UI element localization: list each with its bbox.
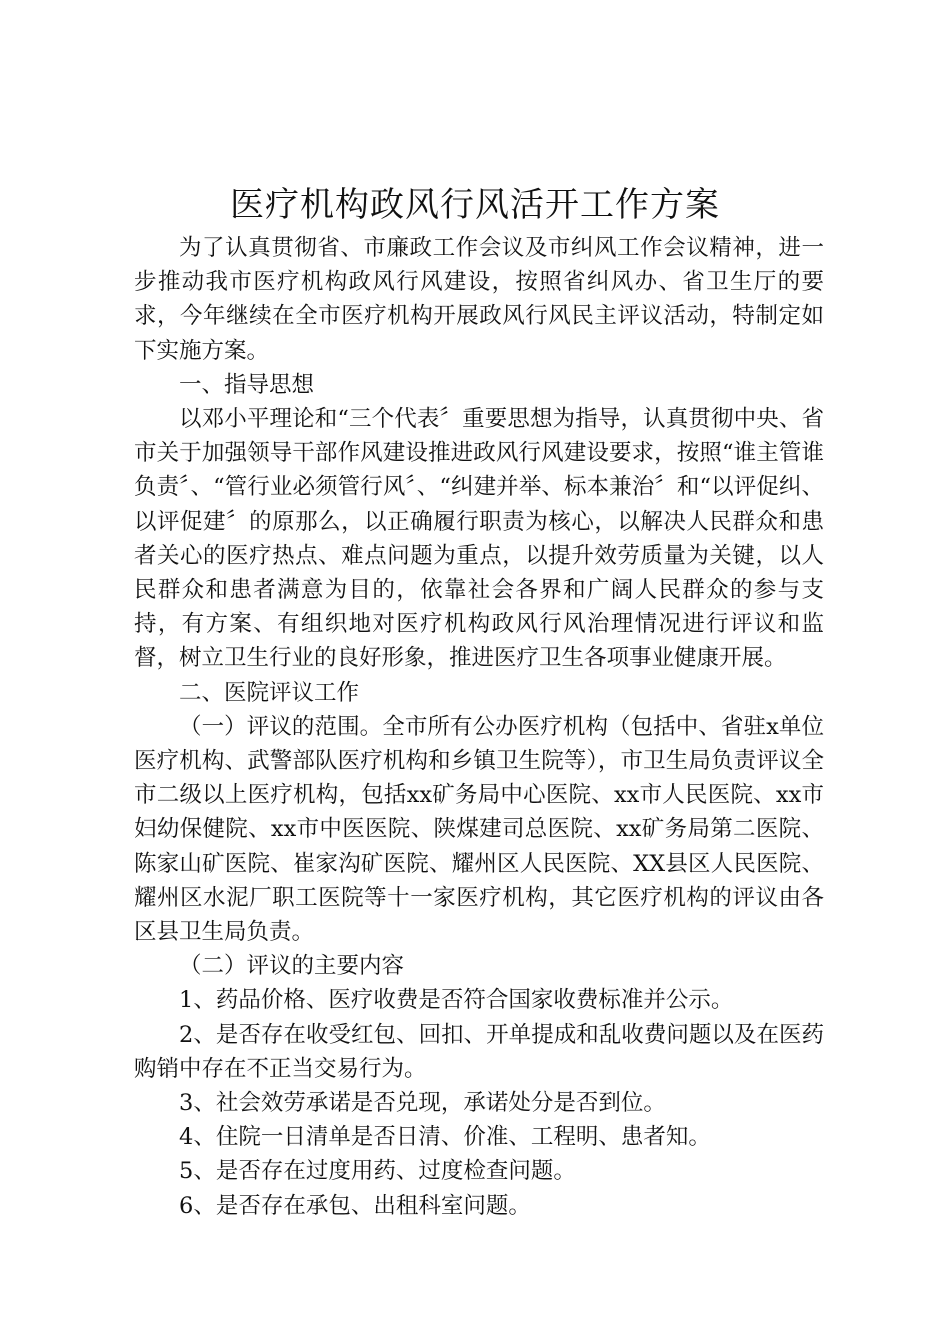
document-body xyxy=(134,231,824,1223)
list-item: 5、是否存在过度用药、过度检查问题。 xyxy=(179,1158,576,1185)
section-heading-guiding-ideology: 一、指导思想 xyxy=(179,371,315,398)
evaluation-scope-paragraph: （一）评议的范围。全市所有公办医疗机构（包括中、省驻x单位医疗机构、武警部队医疗机构和乡镇卫生院等），市卫生局负责评议全市二级以上医疗机构，包括xx矿务局中心医院、xx市人民医院、xx市妇幼保健院、xx市中医医院、陕煤建司总医院、xx矿务局第二医院、陈家山矿医院、崔家沟矿医院、耀州区人民医院、XX县区人民医院、耀州区水泥厂职工医院等十一家医疗机构，其它医疗机构的评议由各区县卫生局负责。 xyxy=(134,713,824,946)
list-item: 3、社会效劳承诺是否兑现，承诺处分是否到位。 xyxy=(179,1090,666,1117)
subsection-heading-main-content: （二）评议的主要内容 xyxy=(179,953,405,980)
document-title: 医疗机构政风行风活开工作方案 xyxy=(230,185,720,225)
guiding-ideology-paragraph: 以邓小平理论和“三个代表〞重要思想为指导，认真贯彻中央、省市关于加强领导干部作风建设推进政风行风建设要求，按照“谁主管谁负责〞、“管行业必须管行风〞、“纠建并举、标本兼治〞和“以评促纠、以评促建〞的原那么，以正确履行职责为核心，以解决人民群众和患者关心的医疗热点、难点问题为重点，以提升效劳质量为关键，以人民群众和患者满意为目的，依靠社会各界和广阔人民群众的参与支持，有方案、有组织地对医疗机构政风行风治理情况进行评议和监督，树立卫生行业的良好形象，推进医疗卫生各项事业健康开展。 xyxy=(134,406,824,672)
section-heading-hospital-evaluation: 二、医院评议工作 xyxy=(179,679,360,706)
list-item: 6、是否存在承包、出租科室问题。 xyxy=(179,1192,531,1219)
list-item: 1、药品价格、医疗收费是否符合国家收费标准并公示。 xyxy=(179,987,734,1014)
intro-paragraph: 为了认真贯彻省、市廉政工作会议及市纠风工作会议精神，进一步推动我市医疗机构政风行风建设，按照省纠风办、省卫生厅的要求，今年继续在全市医疗机构开展政风行风民主评议活动，特制定如下实施方案。 xyxy=(134,235,824,364)
list-item: 4、住院一日清单是否日清、价准、工程明、患者知。 xyxy=(179,1124,711,1151)
list-item: 2、是否存在收受红包、回扣、开单提成和乱收费问题以及在医药购销中存在不正当交易行为。 xyxy=(134,1021,824,1082)
